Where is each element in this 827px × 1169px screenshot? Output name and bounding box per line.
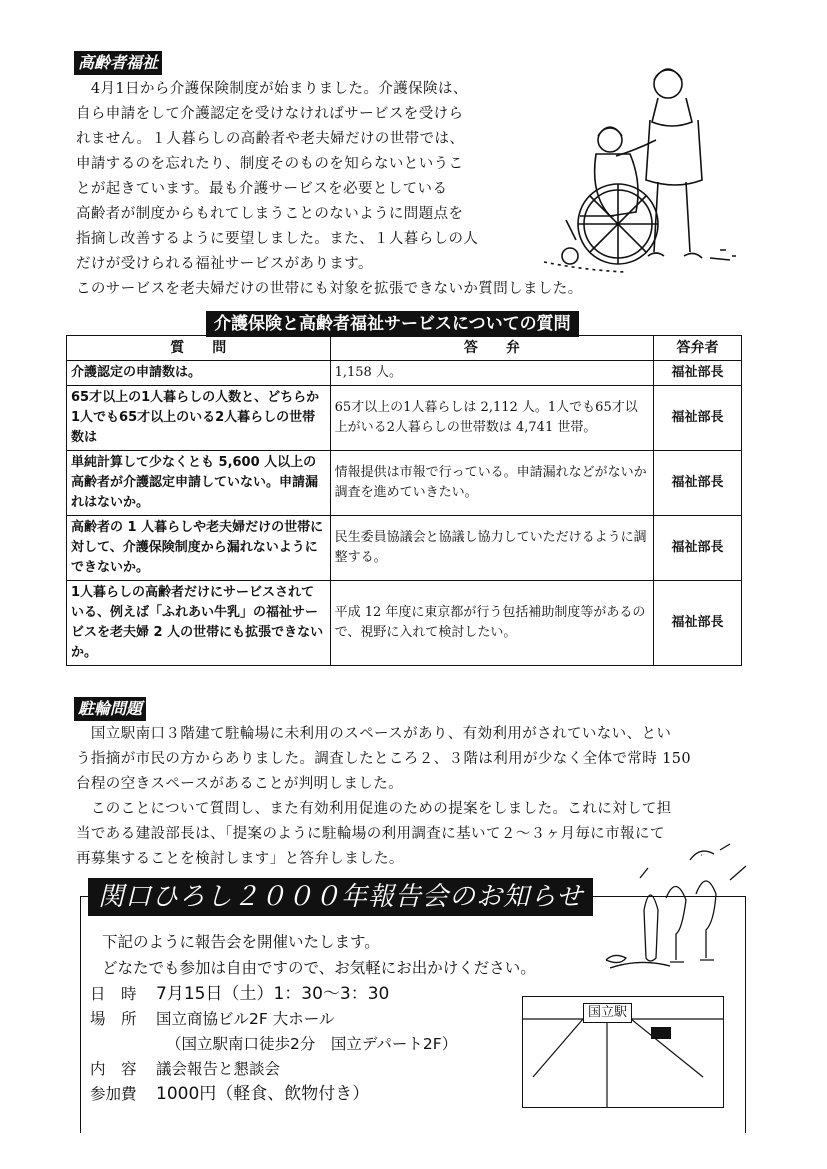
body-line: れません。１人暮らしの高齢者や老夫婦だけの世帯では、: [76, 131, 465, 147]
table-header-row: [67, 336, 742, 361]
body-line: 国立駅南口３階建て駐輪場に未利用のスペースがあり、有効利用がされていない、とい: [76, 726, 672, 742]
date-label: 日 時: [90, 985, 137, 1003]
body-line: 申請するのを忘れたり、制度そのものを知らないというこ: [76, 156, 464, 172]
respondent-cell: 福祉部長: [654, 516, 742, 581]
respondent-cell: 福祉部長: [654, 451, 742, 516]
body-line: とが起きています。最も介護サービスを必要としている: [76, 181, 448, 197]
body-line: 指摘し改善するように要望しました。また、１人暮らしの人: [76, 231, 479, 247]
body-line: 4月1日から介護保険制度が始まりました。介護保険は、: [76, 81, 468, 97]
answer-cell: 民生委員協議会と協議し協力していただけるように調整する。: [330, 516, 654, 581]
body-line: このサービスを老夫婦だけの世帯にも対象を拡張できないか質問しました。: [76, 281, 583, 297]
station-label: 国立駅: [583, 1003, 632, 1023]
answer-cell: 1,158 人。: [330, 361, 654, 386]
location-map: [522, 996, 724, 1108]
notice-title: 関口ひろし２０００年報告会のお知らせ: [88, 878, 593, 916]
notice-intro-1: 下記のように報告会を開催いたします。: [102, 933, 380, 951]
question-cell: 65才以上の1人暮らしの人数と、どちらか1人でも65才以上のいる2人暮らしの世帯数は: [67, 386, 331, 451]
fee-value: 1000円（軽食、飲物付き）: [156, 1084, 370, 1104]
body-line: 当である建設部長は、「提案のように駐輪場の利用調査に基いて２～３ヶ月毎に市報にて: [76, 826, 665, 842]
fee-label: 参加費: [90, 1085, 137, 1103]
place-value: 国立商協ビル2F 大ホール: [156, 1010, 335, 1028]
content-label: 内 容: [90, 1060, 137, 1078]
table-row: [67, 516, 742, 581]
body-line: う指摘が市民の方からありました。調査したところ２、３階は利用が少なく全体で常時 150: [76, 751, 691, 767]
answer-cell: 情報提供は市報で行っている。申請漏れなどがないか調査を進めていきたい。: [330, 451, 654, 516]
table-row: [67, 361, 742, 386]
wheelchair-caregiver-illustration: [540, 60, 750, 280]
column-header-respondent: 答弁者: [654, 336, 742, 361]
body-line: 高齢者が制度からもれてしまうことのないように問題点を: [76, 206, 464, 222]
content-value: 議会報告と懇談会: [156, 1060, 281, 1078]
party-glasses-illustration: [600, 840, 750, 980]
answer-cell: 65才以上の1人暮らしは 2,112 人。1人でも65才以上がいる2人暮らしの世帯数は 4,741 世帯。: [330, 386, 654, 451]
respondent-cell: 福祉部長: [654, 386, 742, 451]
question-cell: 1人暮らしの高齢者だけにサービスされている、例えば「ふれあい牛乳」の福祉サービスを老夫婦 2 人の世帯にも拡張できないか。: [67, 581, 331, 666]
table-row: [67, 581, 742, 666]
section-heading-elderly-welfare: 高齢者福祉: [74, 51, 162, 75]
respondent-cell: 福祉部長: [654, 361, 742, 386]
decor-scribble: ·: [700, 851, 703, 861]
question-cell: 高齢者の 1 人暮らしや老夫婦だけの世帯に対して、介護保険制度から漏れないようにできないか。: [67, 516, 331, 581]
qa-table: [66, 335, 742, 666]
answer-cell: 平成 12 年度に東京都が行う包括補助制度等があるので、視野に入れて検討したい。: [330, 581, 654, 666]
place-sub: （国立駅南口徒歩2分 国立デパート2F）: [166, 1035, 458, 1053]
respondent-cell: 福祉部長: [654, 581, 742, 666]
table-row: [67, 386, 742, 451]
body-line: 台程の空きスペースがあることが判明しました。: [76, 776, 404, 792]
column-header-answer: 答 弁: [330, 336, 654, 361]
table-row: [67, 451, 742, 516]
notice-intro-2: どなたでも参加は自由ですので、お気軽にお出かけください。: [102, 959, 536, 977]
section-heading-bicycle-parking: 駐輪問題: [74, 697, 146, 721]
date-value: 7月15日（土）1：30～3：30: [156, 984, 390, 1004]
column-header-question: 質 問: [67, 336, 331, 361]
elderly-welfare-body: [76, 77, 583, 302]
body-line: 自ら申請をして介護認定を受けなければサービスを受けら: [76, 106, 464, 122]
place-label: 場 所: [90, 1010, 137, 1028]
table-title: 介護保険と高齢者福祉サービスについての質問: [206, 311, 579, 337]
question-cell: 単純計算して少なくとも 5,600 人以上の高齢者が介護認定申請していない。申請漏れはないか。: [67, 451, 331, 516]
body-line: 再募集することを検討します」と答弁しました。: [76, 851, 404, 867]
question-cell: 介護認定の申請数は。: [67, 361, 331, 386]
body-line: このことについて質問し、また有効利用促進のための提案をしました。これに対して担: [76, 801, 672, 817]
body-line: だけが受けられる福祉サービスがあります。: [76, 256, 373, 272]
